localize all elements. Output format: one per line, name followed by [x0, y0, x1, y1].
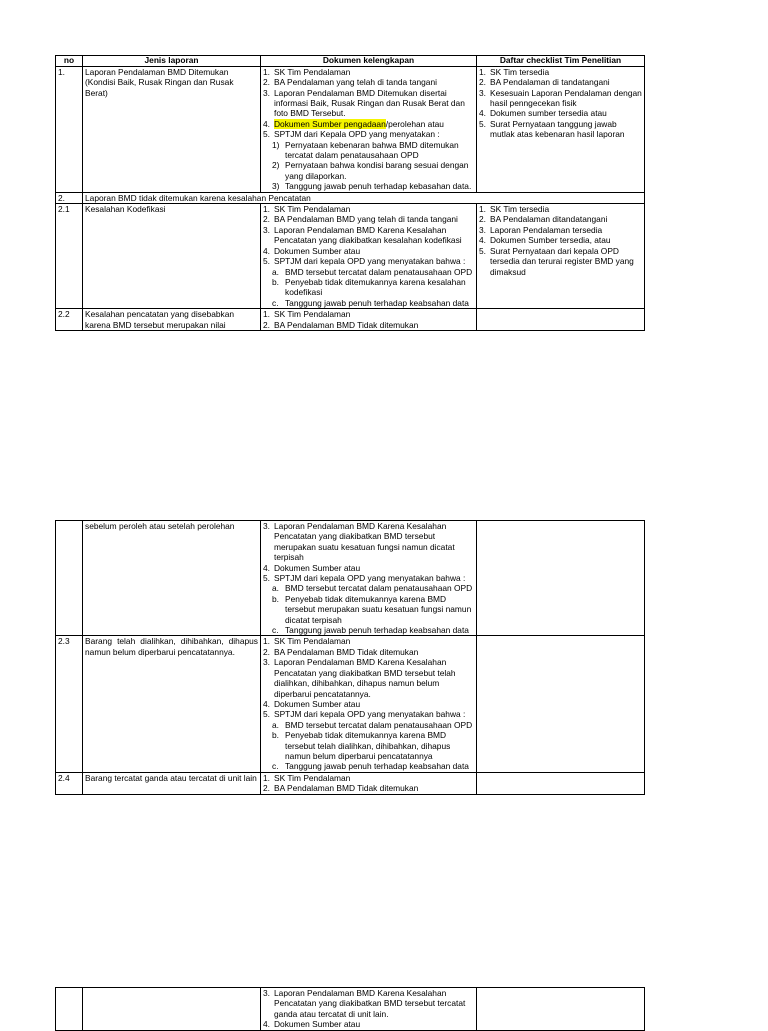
- list-item-number: 5.: [479, 118, 486, 129]
- list-item-number: b.: [272, 593, 279, 604]
- list-item: [263, 773, 474, 783]
- list-item-text: Dokumen Sumber atau: [274, 562, 361, 573]
- list-item-number: a.: [272, 583, 279, 594]
- list-item: [479, 88, 642, 109]
- checklist-cell: [477, 636, 645, 772]
- list-item: [272, 277, 474, 298]
- list-item-text: BA Pendalaman di tandatangani: [490, 77, 610, 88]
- list-item-text: Penyebab tidak ditemukannya karena BMD tersebut telah dialihkan, dihibahkan, dihapus namun belum diperbarui pencatatannya: [285, 730, 451, 761]
- list-item-text: Dokumen Sumber tersedia, atau: [490, 235, 611, 246]
- list-item-text-rest: /perolehan atau: [385, 118, 444, 129]
- dokumen-cell: [261, 521, 477, 636]
- dokumen-list: [263, 67, 474, 140]
- checklist-cell: [477, 66, 645, 192]
- list-item-text: Pernyataan bahwa kondisi barang sesuai dengan yang dilaporkan.: [285, 160, 469, 181]
- section-title-cell: [83, 192, 645, 203]
- jenis-laporan-cell: Kesalahan Kodefikasi: [83, 204, 261, 309]
- jenis-laporan-cell: Barang telah dialihkan, dihibahkan, dihapus namun belum diperbarui pencatatannya.: [83, 636, 261, 772]
- table-row: [56, 204, 645, 309]
- list-item-number: 4.: [263, 118, 270, 129]
- list-item-text: Laporan Pendalaman BMD Karena Kesalahan Pencatatan yang diakibatkan kesalahan kodefikasi: [274, 224, 462, 246]
- list-item-number: 4.: [263, 245, 270, 256]
- list-item: [479, 235, 642, 245]
- list-item: [479, 225, 642, 235]
- list-item: [263, 1019, 474, 1029]
- list-item-text: SK Tim Pendalaman: [274, 309, 351, 320]
- list-item: [479, 119, 642, 140]
- list-item-text: SPTJM dari kepala OPD yang menyatakan bahwa :: [274, 709, 466, 720]
- list-item-number: a.: [272, 719, 279, 730]
- list-item-text: Penyebab tidak ditemukannya karena kesalahan kodefikasi: [285, 276, 466, 298]
- dokumen-sublist: [263, 140, 474, 192]
- table-header-row: [56, 56, 645, 67]
- list-item-number: c.: [272, 297, 279, 308]
- row-number: 2.1: [56, 204, 83, 309]
- dokumen-sublist: [263, 267, 474, 309]
- list-item-text: BMD tersebut tercatat dalam penatausahaan OPD: [285, 719, 473, 730]
- list-item-text: Laporan Pendalaman tersedia: [490, 224, 603, 235]
- dokumen-list: [263, 988, 474, 1030]
- list-item-number: 5.: [263, 709, 270, 720]
- dokumen-sublist: [263, 583, 474, 635]
- header-no: no: [56, 56, 83, 67]
- list-item-text: Penyebab tidak ditemukannya karena BMD tersebut merupakan suatu kesatuan fungsi namun dicatat terpisah: [285, 593, 472, 625]
- list-item-number: 1.: [263, 309, 270, 320]
- list-item-text: SPTJM dari kepala OPD yang menyatakan bahwa :: [274, 573, 466, 584]
- list-item: [479, 204, 642, 214]
- table-row: [56, 636, 645, 772]
- list-item-text: SK Tim Pendalaman: [274, 204, 351, 215]
- list-item: [263, 246, 474, 256]
- table-row-section: [56, 192, 645, 203]
- list-item-number: 4.: [263, 1019, 270, 1030]
- list-item-number: 3.: [263, 521, 270, 531]
- list-item-text: BMD tersebut tercatat dalam penatausahaan OPD: [285, 266, 473, 277]
- list-item-number: 2.: [263, 214, 270, 225]
- list-item-text: SK Tim tersedia: [490, 66, 550, 77]
- dokumen-list: [263, 204, 474, 266]
- list-item-number: 1.: [263, 772, 270, 783]
- row-number: [56, 521, 83, 636]
- row-number: 1.: [56, 66, 83, 192]
- list-item: [272, 181, 474, 191]
- list-item: [272, 625, 474, 635]
- list-item: [263, 77, 474, 87]
- row-number: 2.3: [56, 636, 83, 772]
- list-item-number: 4.: [263, 698, 270, 709]
- list-item-text: Kesesuain Laporan Pendalaman dengan hasil penngecekan fisik: [490, 87, 642, 109]
- row-number: 2.4: [56, 772, 83, 794]
- list-item-text: Laporan Pendalaman BMD Karena Kesalahan Pencatatan yang diakibatkan BMD tersebut merupakan suatu kesatuan fungsi namun dicatat terpisah: [274, 521, 455, 563]
- table-row: [56, 521, 645, 636]
- list-item-text: BA Pendalaman ditandatangani: [490, 214, 608, 225]
- list-item-text: Dokumen Sumber atau: [274, 698, 361, 709]
- list-item-text: Tanggung jawab penuh terhadap keabsahan data: [285, 297, 469, 308]
- list-item-number: c.: [272, 625, 279, 636]
- document-table-page-3: [55, 987, 645, 1031]
- list-item-text: Surat Pernyataan dari kepala OPD tersedia dan terurai register BMD yang dimaksud: [490, 245, 634, 277]
- list-item: [263, 783, 474, 793]
- list-item: [272, 160, 474, 181]
- list-item-text: Tanggung jawab penuh terhadap kebasahan data.: [285, 181, 472, 192]
- dokumen-sublist: [263, 720, 474, 772]
- list-item: [263, 320, 474, 330]
- list-item-number: 3.: [263, 87, 270, 98]
- list-item-number: 3.: [479, 87, 486, 98]
- list-item-text: SK Tim tersedia: [490, 204, 550, 215]
- list-item-number: 1.: [263, 66, 270, 77]
- list-item-number: a.: [272, 266, 279, 277]
- checklist-list: [479, 204, 642, 277]
- list-item: [263, 573, 474, 583]
- list-item-text: BMD tersebut tercatat dalam penatausahaan OPD: [285, 583, 473, 594]
- dokumen-cell: [261, 309, 477, 331]
- list-item-number: 5.: [479, 245, 486, 256]
- list-item-number: 1): [272, 139, 280, 150]
- list-item: [263, 119, 474, 129]
- table-row: [56, 309, 645, 331]
- list-item: [272, 298, 474, 308]
- list-item-text: Tanggung jawab penuh terhadap keabsahan data: [285, 625, 469, 636]
- list-item: [263, 204, 474, 214]
- highlighted-text: Dokumen Sumber pengadaan: [274, 118, 386, 129]
- list-item-text: Dokumen Sumber atau: [274, 245, 361, 256]
- list-item-text: Laporan Pendalaman BMD Ditemukan disertai informasi Baik, Rusak Ringan dan Rusak Berat dan foto BMD Tersebut.: [274, 87, 465, 119]
- list-item-number: 1.: [479, 66, 486, 77]
- list-item-text: SK Tim Pendalaman: [274, 66, 351, 77]
- dokumen-list: [263, 636, 474, 719]
- list-item-text: SPTJM dari kepala OPD yang menyatakan bahwa :: [274, 256, 466, 267]
- header-daftar-checklist: Daftar checklist Tim Penelitian: [477, 56, 645, 67]
- list-item-number: 1.: [263, 204, 270, 215]
- list-item-text: SPTJM dari Kepala OPD yang menyatakan :: [274, 129, 440, 140]
- list-item: [263, 88, 474, 119]
- list-item-text: Dokumen Sumber atau: [274, 1019, 361, 1030]
- list-item-number: 2): [272, 160, 280, 171]
- table-row: [56, 66, 645, 192]
- header-jenis-laporan: Jenis laporan: [83, 56, 261, 67]
- header-dokumen-kelengkapan: Dokumen kelengkapan: [261, 56, 477, 67]
- list-item: [272, 583, 474, 593]
- list-item: [263, 636, 474, 646]
- list-item-text: [274, 119, 474, 129]
- list-item-number: 3): [272, 181, 280, 192]
- list-item-number: 5.: [263, 573, 270, 584]
- list-item-text: BA Pendalaman BMD Tidak ditemukan: [274, 783, 419, 794]
- list-item-number: 5.: [263, 129, 270, 140]
- dokumen-list: [263, 521, 474, 583]
- dokumen-list: [263, 309, 474, 330]
- list-item: [263, 225, 474, 246]
- dokumen-list: [263, 773, 474, 794]
- list-item-text: BA Pendalaman BMD Tidak ditemukan: [274, 646, 419, 657]
- list-item: [263, 988, 474, 1019]
- list-item: [479, 214, 642, 224]
- list-item: [263, 647, 474, 657]
- row-number: 2.: [56, 192, 83, 203]
- list-item-number: 2.: [263, 77, 270, 88]
- list-item-text: BA Pendalaman BMD Tidak ditemukan: [274, 319, 419, 330]
- list-item-text: Laporan Pendalaman BMD Karena Kesalahan Pencatatan yang diakibatkan BMD tersebut tercatat ganda atau tercatat di unit lain.: [274, 988, 466, 1019]
- list-item-number: 3.: [263, 988, 270, 998]
- list-item-number: 1.: [479, 204, 486, 215]
- document-table-page-2: [55, 520, 645, 795]
- dokumen-cell: [261, 636, 477, 772]
- list-item-number: b.: [272, 276, 279, 287]
- list-item: [263, 309, 474, 319]
- list-item: [263, 67, 474, 77]
- list-item-number: 4.: [263, 562, 270, 573]
- list-item: [263, 521, 474, 563]
- checklist-cell: [477, 521, 645, 636]
- list-item: [272, 720, 474, 730]
- section-title: Laporan BMD tidak ditemukan karena kesalahan Pencatatan: [85, 192, 311, 203]
- list-item-text: Dokumen sumber tersedia atau: [490, 108, 607, 119]
- list-item: [263, 699, 474, 709]
- jenis-laporan-cell: sebelum peroleh atau setelah perolehan: [83, 521, 261, 636]
- list-item-number: 3.: [263, 224, 270, 235]
- list-item: [272, 140, 474, 161]
- list-item: [263, 563, 474, 573]
- row-number: 2.2: [56, 309, 83, 331]
- list-item-number: 4.: [479, 108, 486, 119]
- dokumen-cell: [261, 772, 477, 794]
- list-item: [263, 256, 474, 266]
- list-item: [479, 246, 642, 277]
- list-item-text: Pernyataan kebenaran bahwa BMD ditemukan tercatat dalam penatausahaan OPD: [285, 139, 459, 161]
- list-item-text: Tanggung jawab penuh terhadap keabsahan data: [285, 761, 469, 772]
- list-item: [272, 730, 474, 761]
- dokumen-cell: [261, 66, 477, 192]
- list-item: [479, 67, 642, 77]
- list-item: [272, 761, 474, 771]
- list-item-number: b.: [272, 730, 279, 741]
- jenis-laporan-cell: Laporan Pendalaman BMD Ditemukan (Kondisi Baik, Rusak Ringan dan Rusak Berat): [83, 66, 261, 192]
- list-item-number: 2.: [479, 214, 486, 225]
- jenis-laporan-cell: Kesalahan pencatatan yang disebabkan karena BMD tersebut merupakan nilai: [83, 309, 261, 331]
- list-item-number: 3.: [479, 224, 486, 235]
- list-item: [479, 77, 642, 87]
- checklist-cell: [477, 204, 645, 309]
- document-table-page-1: [55, 55, 645, 331]
- list-item: [272, 267, 474, 277]
- list-item: [263, 657, 474, 699]
- list-item-number: 3.: [263, 657, 270, 668]
- list-item: [263, 129, 474, 139]
- list-item-number: 2.: [479, 77, 486, 88]
- list-item-text: Surat Pernyataan tanggung jawab mutlak atas kebenaran hasil laporan: [490, 118, 625, 140]
- list-item: [263, 709, 474, 719]
- list-item: [272, 594, 474, 625]
- list-item-number: 2.: [263, 783, 270, 794]
- list-item-number: 2.: [263, 646, 270, 657]
- checklist-list: [479, 67, 642, 140]
- checklist-cell: [477, 772, 645, 794]
- list-item-text: BA Pendalaman yang telah di tanda tangani: [274, 77, 437, 88]
- list-item-number: 4.: [479, 235, 486, 246]
- table-row: [56, 772, 645, 794]
- jenis-laporan-cell: Barang tercatat ganda atau tercatat di unit lain: [83, 772, 261, 794]
- list-item-number: c.: [272, 761, 279, 772]
- list-item-number: 2.: [263, 319, 270, 330]
- list-item-text: SK Tim Pendalaman: [274, 772, 351, 783]
- checklist-cell: [477, 309, 645, 331]
- list-item-text: BA Pendalaman BMD yang telah di tanda tangani: [274, 214, 458, 225]
- list-item-number: 5.: [263, 256, 270, 267]
- list-item-text: Laporan Pendalaman BMD Karena Kesalahan Pencatatan yang diakibatkan BMD tersebut telah dialihkan, dihibahkan, dihapus namun belum diperbarui pencatatannya.: [274, 657, 456, 699]
- list-item-text: SK Tim Pendalaman: [274, 636, 351, 647]
- dokumen-cell: [261, 204, 477, 309]
- list-item: [479, 108, 642, 118]
- list-item-number: 1.: [263, 636, 270, 647]
- list-item: [263, 214, 474, 224]
